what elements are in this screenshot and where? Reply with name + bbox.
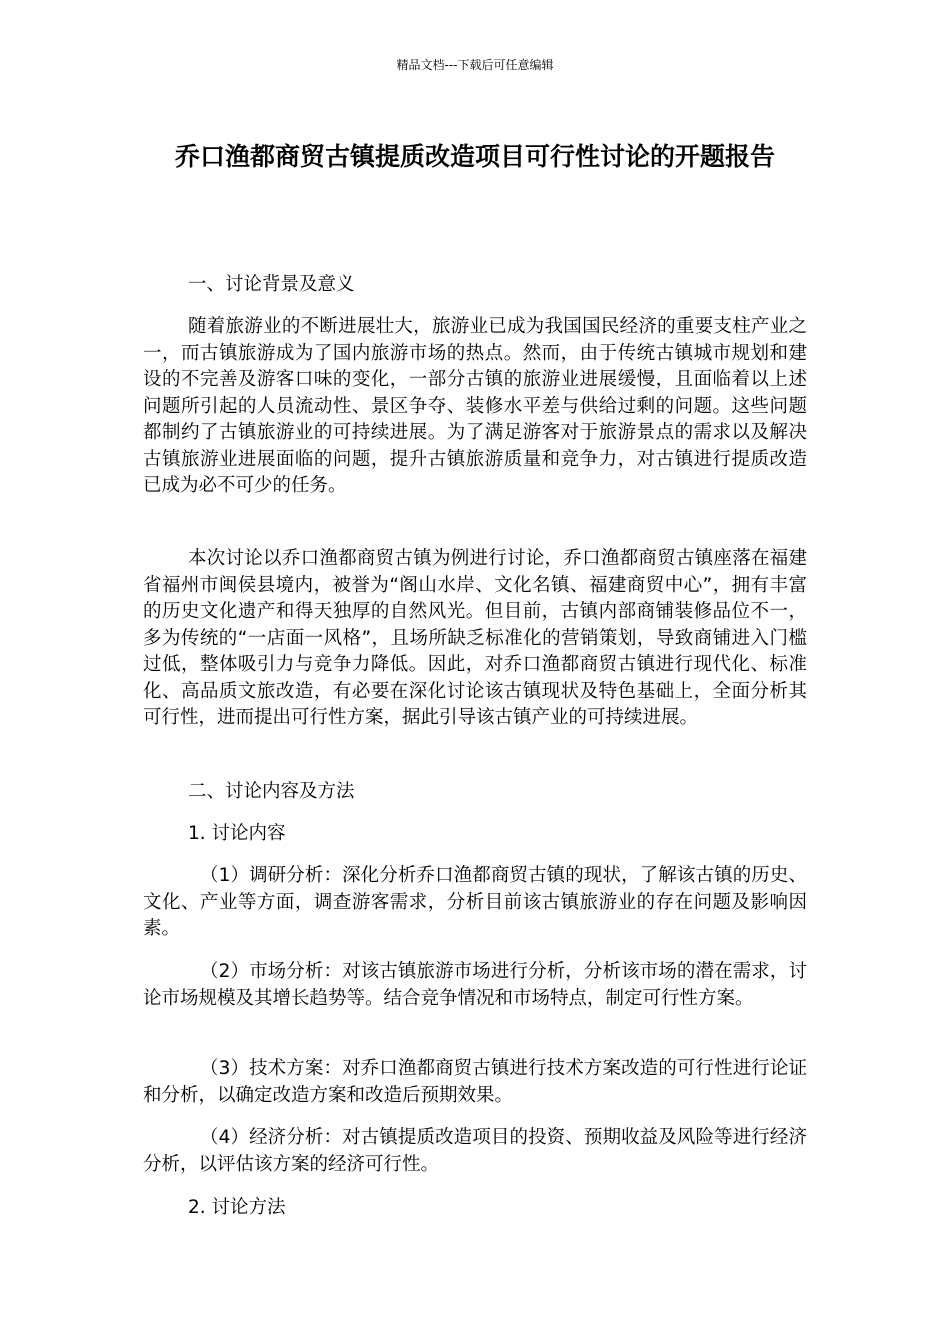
subsection-2-heading: 2. 讨论方法: [188, 1197, 286, 1218]
section-1-paragraph-2: 本次讨论以乔口渔都商贸古镇为例进行讨论，乔口渔都商贸古镇座落在福建省福州市闽侯县境内，被誉为“阁山水岸、文化名镇、福建商贸中心”，拥有丰富的历史文化遗产和得天独厚的自然风光。但目前，古镇内部商铺装修品位不一，多为传统的“一店面一风格”，且场所缺乏标准化的营销策划，导致商铺进入门槛过低，整体吸引力与竞争力降低。因此，对乔口渔都商贸古镇进行现代化、标准化、高品质文旅改造，有必要在深化讨论该古镇现状及特色基础上，全面分析其可行性，进而提出可行性方案，据此引导该古镇产业的可持续进展。: [143, 548, 807, 728]
subsection-1-heading: 1. 讨论内容: [188, 823, 286, 844]
header-note: 精品文档---下载后可任意编辑: [396, 58, 554, 72]
research-item-4: （4）经济分析：对古镇提质改造项目的投资、预期收益及风险等进行经济分析，以评估该方案的经济可行性。: [143, 1127, 807, 1175]
document-title: 乔口渔都商贸古镇提质改造项目可行性讨论的开题报告: [174, 142, 775, 171]
research-item-3: （3）技术方案：对乔口渔都商贸古镇进行技术方案改造的可行性进行论证和分析，以确定改造方案和改造后预期效果。: [143, 1058, 807, 1106]
research-item-1: （1）调研分析：深化分析乔口渔都商贸古镇的现状，了解该古镇的历史、文化、产业等方面，调查游客需求，分析目前该古镇旅游业的存在问题及影响因素。: [143, 865, 807, 939]
research-item-2: （2）市场分析：对该古镇旅游市场进行分析，分析该市场的潜在需求，讨论市场规模及其增长趋势等。结合竞争情况和市场特点，制定可行性方案。: [143, 961, 807, 1009]
section-1-paragraph-1: 随着旅游业的不断进展壮大，旅游业已成为我国国民经济的重要支柱产业之一，而古镇旅游成为了国内旅游市场的热点。然而，由于传统古镇城市规划和建设的不完善及游客口味的变化，一部分古镇的旅游业进展缓慢，且面临着以上述问题所引起的人员流动性、景区争夺、装修水平差与供给过剩的问题。这些问题都制约了古镇旅游业的可持续进展。为了满足游客对于旅游景点的需求以及解决古镇旅游业进展面临的问题，提升古镇旅游质量和竞争力，对古镇进行提质改造已成为必不可少的任务。: [143, 316, 807, 496]
section-2-heading: 二、讨论内容及方法: [188, 781, 355, 802]
section-1-heading: 一、讨论背景及意义: [188, 274, 355, 295]
